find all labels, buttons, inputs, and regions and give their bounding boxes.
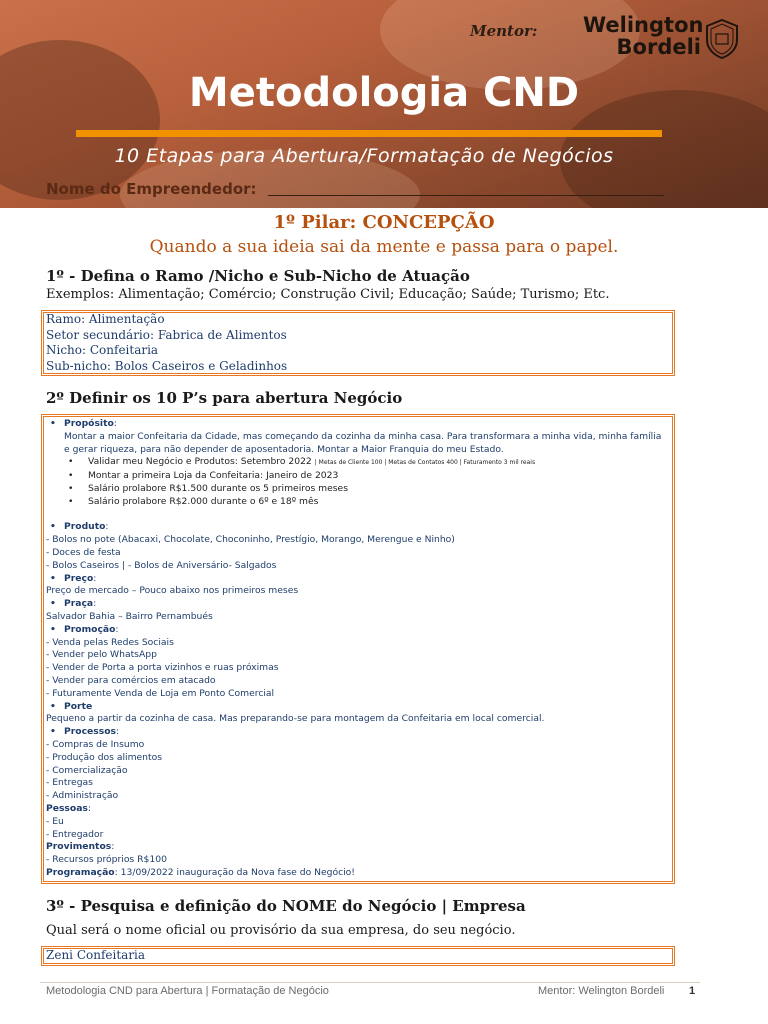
promocao-line: - Vender para comércios em atacado — [46, 674, 216, 686]
provimentos-label: Provimentos — [46, 841, 112, 853]
list-item: • Produto: — [46, 521, 670, 534]
promocao-line: - Futuramente Venda de Loja em Ponto Comercial — [46, 687, 275, 699]
answer-line-subnicho: Sub-nicho: Bolos Caseiros e Geladinhos — [46, 358, 288, 373]
produto-line: - Doces de festa — [46, 546, 121, 558]
section-3-answer-box[interactable] — [41, 946, 675, 966]
list-item: • Propósito: — [46, 418, 670, 431]
mentor-name-last: Bordeli — [616, 35, 701, 59]
page-title: Metodologia CND — [188, 70, 580, 116]
preco-label: Preço — [64, 572, 94, 584]
porte-label: Porte — [64, 700, 93, 712]
footer-mentor: Mentor: Welington Bordeli — [538, 985, 665, 997]
spacer — [46, 509, 670, 522]
section-2-answer-box[interactable] — [41, 414, 675, 884]
mentor-name-first: Welington — [583, 13, 704, 37]
list-item: • Praça: — [46, 598, 670, 611]
promocao-line: - Vender de Porta a porta vizinhos e ruas próximas — [46, 662, 279, 674]
list-item — [46, 496, 670, 509]
proposito-label: Propósito — [64, 418, 114, 429]
mentor-logo-text — [583, 13, 704, 59]
section-3-title: 3º - Pesquisa e definição do NOME do Negócio | Empresa — [46, 897, 526, 915]
pessoas-heading: Pessoas: — [46, 802, 91, 814]
goal-text: Salário prolabore R$1.500 durante os 5 primeiros meses — [88, 482, 348, 494]
praca-text: Salvador Bahia – Bairro Pernambués — [46, 610, 213, 622]
proposito-text: e gerar riqueza, para não depender de aposentadoria. Montar a Maior Franquia do meu Estado. — [64, 443, 504, 455]
programacao-line: Programação: 13/09/2022 inauguração da Nova fase do Negócio! — [46, 866, 355, 878]
pessoas-line: - Eu — [46, 815, 64, 827]
pessoas-line: - Entregador — [46, 828, 104, 840]
list-item: • Preço: — [46, 573, 670, 586]
section-1-answer-box[interactable] — [41, 310, 675, 376]
list-item — [46, 456, 670, 470]
preco-text: Preço de mercado – Pouco abaixo nos primeiros meses — [46, 585, 299, 597]
produto-line: - Bolos no pote (Abacaxi, Chocolate, Choconinho, Prestígio, Morango, Merengue e Ninho) — [46, 534, 455, 546]
processos-line: - Produção dos alimentos — [46, 751, 163, 763]
provimentos-line: - Recursos próprios R$100 — [46, 854, 167, 866]
processos-line: - Compras de Insumo — [46, 738, 145, 750]
owner-name-label: Nome do Empreendedor: — [46, 180, 257, 198]
pessoas-label: Pessoas — [46, 802, 88, 814]
programacao-label: Programação — [46, 866, 115, 878]
processos-line: - Comercialização — [46, 764, 128, 776]
mentor-label: Mentor: — [470, 22, 538, 40]
page-number: 1 — [689, 985, 696, 997]
title-divider — [76, 130, 662, 137]
list-item — [46, 483, 670, 496]
list-item: • Processos: — [46, 726, 670, 739]
proposito-text: Montar a maior Confeitaria da Cidade, mas começando da cozinha da minha casa. Para transformara a minha vida, minha família — [64, 430, 662, 442]
goal-note: | Metas de Cliente 100 | Metas de Contatos 400 | Faturamento 3 mil reais — [314, 459, 536, 467]
promocao-line: - Venda pelas Redes Sociais — [46, 636, 174, 648]
owner-name-field[interactable] — [268, 195, 664, 196]
list-item — [46, 701, 670, 714]
processos-label: Processos — [64, 726, 116, 738]
goal-text: Validar meu Negócio e Produtos: Setembro 2022 — [88, 456, 312, 468]
pillar-title: 1º Pilar: CONCEPÇÃO — [273, 212, 495, 233]
provimentos-heading: Provimentos: — [46, 841, 115, 853]
processos-line: - Entregas — [46, 777, 93, 789]
answer-line-ramo: Ramo: Alimentação — [46, 312, 165, 326]
praca-label: Praça — [64, 598, 94, 610]
business-name-answer: Zeni Confeitaria — [46, 948, 146, 962]
list-item — [46, 470, 670, 483]
answer-line-nicho: Nicho: Confeitaria — [46, 343, 159, 357]
porte-text: Pequeno a partir da cozinha de casa. Mas preparando-se para montagem da Confeitaria em local comercial. — [46, 713, 545, 725]
section-2-title: 2º Definir os 10 P’s para abertura Negócio — [46, 389, 403, 407]
shield-icon — [704, 18, 740, 60]
promocao-label: Promoção — [64, 623, 116, 635]
footer-divider — [40, 982, 700, 983]
list-item: • Promoção: — [46, 624, 670, 637]
header-banner — [0, 0, 768, 208]
section-1-title: 1º - Defina o Ramo /Nicho e Sub-Nicho de Atuação — [46, 267, 470, 285]
programacao-text: 13/09/2022 inauguração da Nova fase do Negócio! — [120, 866, 355, 878]
answer-line-setor: Setor secundário: Fabrica de Alimentos — [46, 327, 287, 342]
goal-text: Salário prolabore R$2.000 durante o 6º e 18º mês — [88, 495, 319, 507]
section-3-question: Qual será o nome oficial ou provisório da sua empresa, do seu negócio. — [46, 923, 516, 938]
processos-line: - Administração — [46, 790, 119, 802]
footer-document-title: Metodologia CND para Abertura | Formatação de Negócio — [46, 985, 329, 997]
produto-label: Produto — [64, 521, 106, 533]
promocao-line: - Vender pelo WhatsApp — [46, 649, 157, 661]
page-subtitle: 10 Etapas para Abertura/Formatação de Negócios — [114, 145, 614, 167]
goal-text: Montar a primeira Loja da Confeitaria: Janeiro de 2023 — [88, 470, 339, 482]
produto-line: - Bolos Caseiros | - Bolos de Aniversário- Salgados — [46, 559, 277, 571]
pillar-subtitle: Quando a sua ideia sai da mente e passa para o papel. — [149, 237, 619, 257]
section-1-examples: Exemplos: Alimentação; Comércio; Construção Civil; Educação; Saúde; Turismo; Etc. — [46, 287, 610, 302]
